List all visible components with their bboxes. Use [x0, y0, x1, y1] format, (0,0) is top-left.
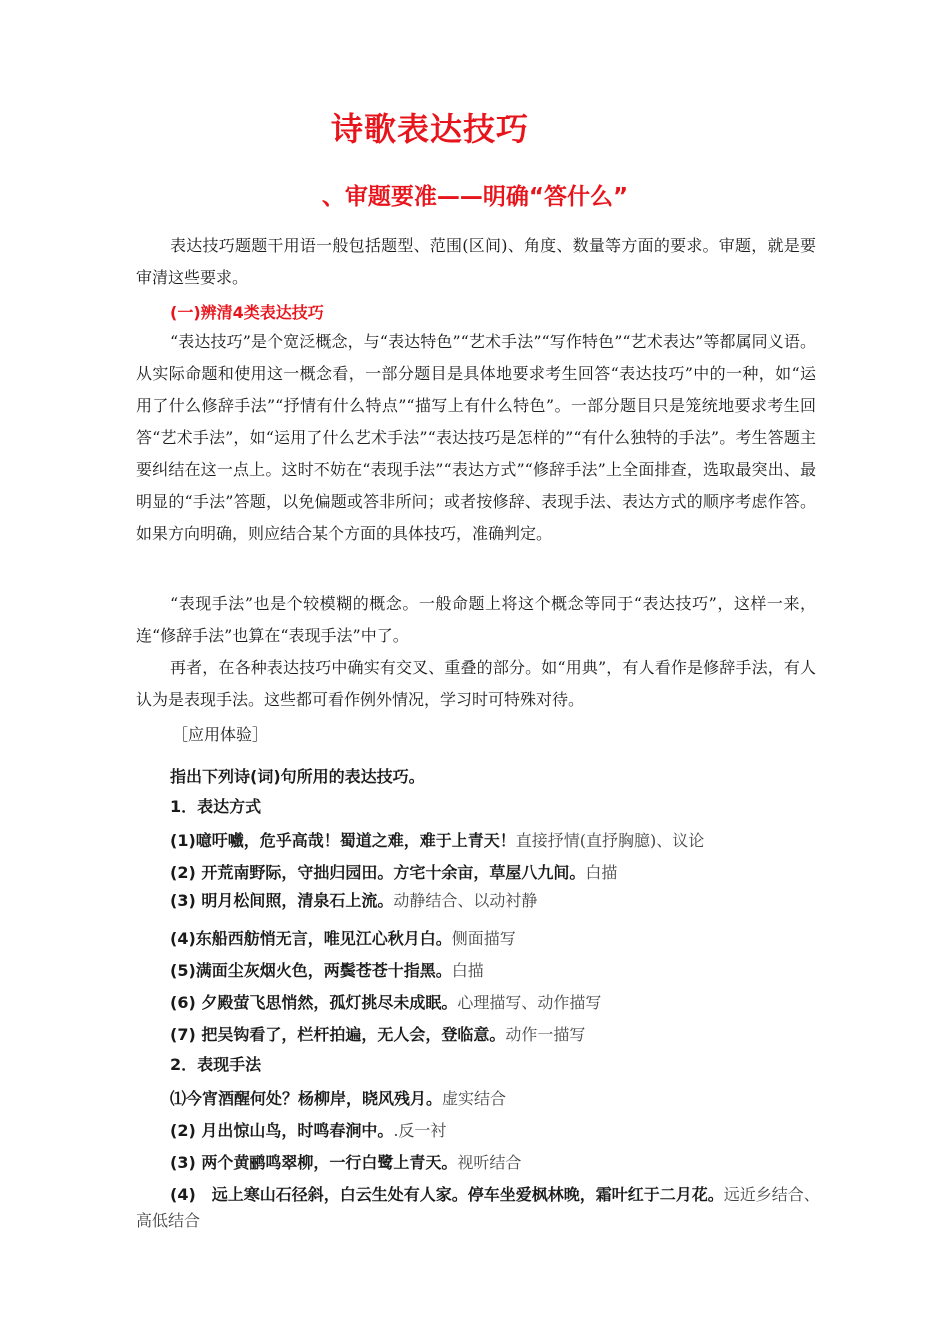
item-answer: 远近乡结合、高低结合: [136, 1185, 820, 1230]
item-question: (2) 开荒南野际，守拙归园田。方宅十余亩，草屋八九间。: [170, 863, 586, 882]
list-item: [170, 1086, 506, 1109]
list-item: [170, 926, 516, 949]
item-question: ⑴今宵酒醒何处？杨柳岸，晓风残月。: [170, 1089, 443, 1108]
subsection-heading: (一)辨清4类表达技巧: [170, 303, 324, 322]
item-answer: 侧面描写: [451, 929, 516, 948]
overlap-paragraph: 再者，在各种表达技巧中确实有交叉、重叠的部分。如“用典”，有人看作是修辞手法，有人认为是表现手法。这些都可看作例外情况，学习时可特殊对待。: [136, 658, 816, 709]
item-question: (6) 夕殿萤飞思悄然，孤灯挑尽未成眠。: [170, 993, 458, 1012]
item-answer: 直接抒情(直抒胸臆)、议论: [515, 831, 705, 850]
item-question: (3) 明月松间照，清泉石上流。: [170, 891, 394, 910]
list-item: [136, 1182, 826, 1234]
item-question: (7) 把吴钩看了，栏杆拍遍，无人会，登临意。: [170, 1025, 506, 1044]
item-answer: 视听结合: [457, 1153, 522, 1172]
item-answer: 动静结合、以动衬静: [393, 891, 538, 910]
list-item: [170, 860, 617, 883]
item-question: (3) 两个黄鹂鸣翠柳，一行白鹭上青天。: [170, 1153, 458, 1172]
technique-paragraph: “表现手法”也是个较模糊的概念。一般命题上将这个概念等同于“表达技巧”，这样一来，连“修辞手法”也算在“表现手法”中了。: [136, 594, 816, 645]
item-answer: 白描: [585, 863, 618, 882]
list-item: [170, 990, 601, 1013]
list-item: [170, 828, 704, 851]
concept-paragraph: “表达技巧”是个宽泛概念，与“表达特色”“艺术手法”“写作特色”“艺术表达”等都属同义语。从实际命题和使用这一概念看，一部分题目是具体地要求考生回答“表达技巧”中的一种，如“运用了什么修辞手法”“抒情有什么特点”“描写上有什么特色”。一部分题目只是笼统地要求考生回答“艺术手法”，如“运用了什么艺术手法”“表达技巧是怎样的”“有什么独特的手法”。考生答题主要纠结在这一点上。这时不妨在“表现手法”“表达方式”“修辞手法”上全面排查，选取最突出、最明显的“手法”答题，以免偏题或答非所问；或者按修辞、表现手法、表达方式的顺序考虑作答。如果方向明确，则应结合某个方面的具体技巧，准确判定。: [136, 332, 816, 543]
item-question: (4) 远上寒山石径斜，白云生处有人家。停车坐爱枫林晚，霜叶红于二月花。: [170, 1185, 724, 1204]
section-heading: 、审题要准——明确“答什么”: [321, 184, 629, 210]
heading-representation-methods: 2．表现手法: [170, 1055, 262, 1074]
item-answer: .反一衬: [393, 1121, 447, 1140]
item-question: (1)噫吁嚱，危乎高哉！蜀道之难，难于上青天！: [170, 831, 516, 850]
item-answer: 心理描写、动作描写: [457, 993, 602, 1012]
list-item: [170, 888, 537, 911]
item-answer: 虚实结合: [442, 1089, 507, 1108]
list-item: [170, 1118, 446, 1141]
item-question: (2) 月出惊山鸟，时鸣春涧中。: [170, 1121, 394, 1140]
instruction-text: 指出下列诗(词)句所用的表达技巧。: [170, 767, 425, 786]
heading-expression-methods: 1．表达方式: [170, 797, 262, 816]
item-answer: 动作一描写: [505, 1025, 586, 1044]
item-question: (5)满面尘灰烟火色，两鬓苍苍十指黑。: [170, 961, 452, 980]
item-question: (4)东船西舫悄无言，唯见江心秋月白。: [170, 929, 452, 948]
page-title: 诗歌表达技巧: [330, 110, 529, 148]
item-answer: 白描: [451, 961, 484, 980]
list-item: [170, 1150, 521, 1173]
list-item: [170, 958, 484, 981]
list-item: [170, 1022, 585, 1045]
apply-label: ［应用体验］: [172, 725, 269, 744]
intro-paragraph: 表达技巧题题干用语一般包括题型、范围(区间)、角度、数量等方面的要求。审题，就是要审清这些要求。: [136, 236, 816, 287]
